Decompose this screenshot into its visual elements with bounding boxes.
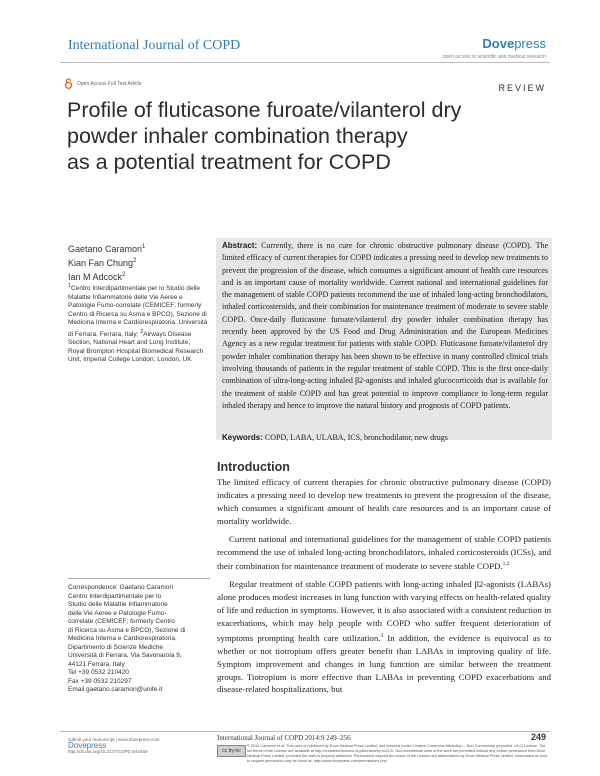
title-line: powder inhaler combination therapy [67,124,408,148]
license-text: © 2014 Caramori et al. This work is published by Dove Medical Press Limited, and licensed under Creative Commons Attribution – Non Commercial (unported, v3.0) License. The full terms of the License are available at http://creativecommons.org/licenses/by-nc/3.0/. Non-commercial uses of the work are permitted without any further permission from Dove Medical Press Limited, provided the work is properly attributed. Permissions beyond the scope of the License are administered by Dove Medical Press Limited. Information on how to request permission may be found at: http://www.dovepress.com/permissions.php [247,744,548,763]
section-label: REVIEW [498,83,546,93]
correspondence-block: Correspondence: Gaetano Caramori Centro Interdipartimentale per lo Studio delle Malattie Infiammatorie delle Vie Aeree e Patologie Fumo- correlate (CEMICEF; formerly Centro di Ricerca su Asma e BPCO), Sezione di Medicina Interna e Cardiorespiratoria, Dipartimento di Scienze Mediche Università di Ferrara, Via Savonarola 9, 44121 Ferrara, Italy Tel +39 0532 210420 Fax +39 0532 210297 Email gaetano.caramori@unife.it [68,584,208,695]
author: Gaetano Caramori$^1$ [68,244,146,254]
paragraph: Regular treatment of stable COPD patients with long-acting inhaled β2-agonists (LABAs) alone produces modest increases in lung function with varying effects on health-related quality of life and reduction in symptoms. However, it is also associated with a consistent reduction in exacerbations, which may help people with COPD who suffer frequent deterioration of symptoms prompting health care utilization.$^3$ In addition, the evidence is equivocal as to whether or not tiotropium offers greater benefit than LABAs in improving quality of life. Symptom improvement and changes in lung function are similar between the treatment groups. Tiotropium is more effective than LABAs in preventing COPD exacerbations and disease-related hospitalizations, but [217,579,552,695]
open-access-icon [64,78,73,89]
footer-citation: International Journal of COPD 2014:9 249–256 [217,734,351,742]
journal-title: International Journal of COPD [68,38,241,53]
open-access-label: Open Access Full Text Article [77,80,142,87]
publisher-logo [482,36,546,51]
submit-link[interactable]: submit your manuscript | www.dovepress.com [68,737,160,742]
footer-divider [60,731,550,732]
article-title [67,97,507,175]
brand-bold: Dove [482,36,515,51]
publisher-tagline: open access to scientific and medical research [442,54,546,60]
author: Kian Fan Chung$^2$ [68,258,137,268]
footer-brand: Dovepress [68,741,107,750]
author: Ian M Adcock$^2$ [68,272,126,282]
paragraph: Current national and international guidelines for the management of stable COPD patients recommend the use of inhaled long-acting bronchodilators, inhaled corticosteroids (ICSs), and their combination for maintenance treatment of moderate to severe stable COPD.$^{1,2}$ [217,533,551,572]
email-link[interactable]: Email gaetano.caramori@unife.it [68,686,163,693]
open-access-badge [64,78,141,89]
author-list [68,241,145,283]
introduction-body [217,476,551,701]
cc-license-icon: cc by-nc [217,745,246,757]
section-heading-introduction: Introduction [217,460,290,474]
title-line: Profile of fluticasone furoate/vilanterol dry [67,98,462,122]
brand-rest: press [514,36,546,51]
footer-left [68,737,208,755]
paragraph: The limited efficacy of current therapies for chronic obstructive pulmonary disease (COPD) indicates a pressing need to develop new treatments to prevent the progression of the disease, which consumes a significant amount of health care resources and is an important cause of mortality worldwide. [217,477,551,526]
doi-link[interactable]: http://dx.doi.org/10.2147/COPD.S44469 [68,749,148,754]
keywords: Keywords: COPD, LABA, ULABA, ICS, bronchodilator, new drugs [222,433,448,442]
page-number: 249 [530,732,546,742]
correspondence-divider [68,578,210,579]
abstract-text: Abstract: Currently, there is no cure for chronic obstructive pulmonary disease (COPD). The limited efficacy of current therapies for COPD indicates a pressing need to develop new treatments to prevent the progression of the disease, which consumes a significant amount of health care resources and is an important cause of mortality worldwide. Current national and international guidelines for the management of stable COPD patients recommend the use of inhaled long-acting bronchodilators, inhaled corticosteroids, and their combination for maintenance treatment of moderate to severe stable COPD. Once-daily fluticasone furoate/vilanterol dry powder inhaler combination therapy has recently been approved by the US Food and Drug Administration and the European Medicines Agency as a new regular treatment for patients with stable COPD. Fluticasone furoate/vilanterol dry powder inhaler combination therapy has been shown to be effective in many controlled clinical trials involving thousands of patients in the regular treatment of stable COPD. This is the first once-daily combination of ultra-long-acting inhaled β2-agonists and inhaled glucocorticoids that is available for the treatment of stable COPD and has great potential to improve compliance to long-term regular inhaled therapy and hence to improve the natural history and prognosis of COPD patients. [222,241,548,410]
header-divider [60,62,550,63]
affiliations: $^1$Centro Interdipartimentale per lo Studio delle Malattie Infiammatorie delle Vie Aeree e Patologie Fumo-correlate (CEMICEF; formerly Centro di Ricerca su Asma e BPCO), Sezione di Medicina Interna e Cardiorespiratoria, Università di Ferrara, Ferrara, Italy; $^2$Airways Disease Section, National Heart and Lung Institute, Royal Brompton Hospital Biomedical Research Unit, Imperial College London, London, UK [68,283,208,364]
title-line: as a potential treatment for COPD [67,150,391,174]
